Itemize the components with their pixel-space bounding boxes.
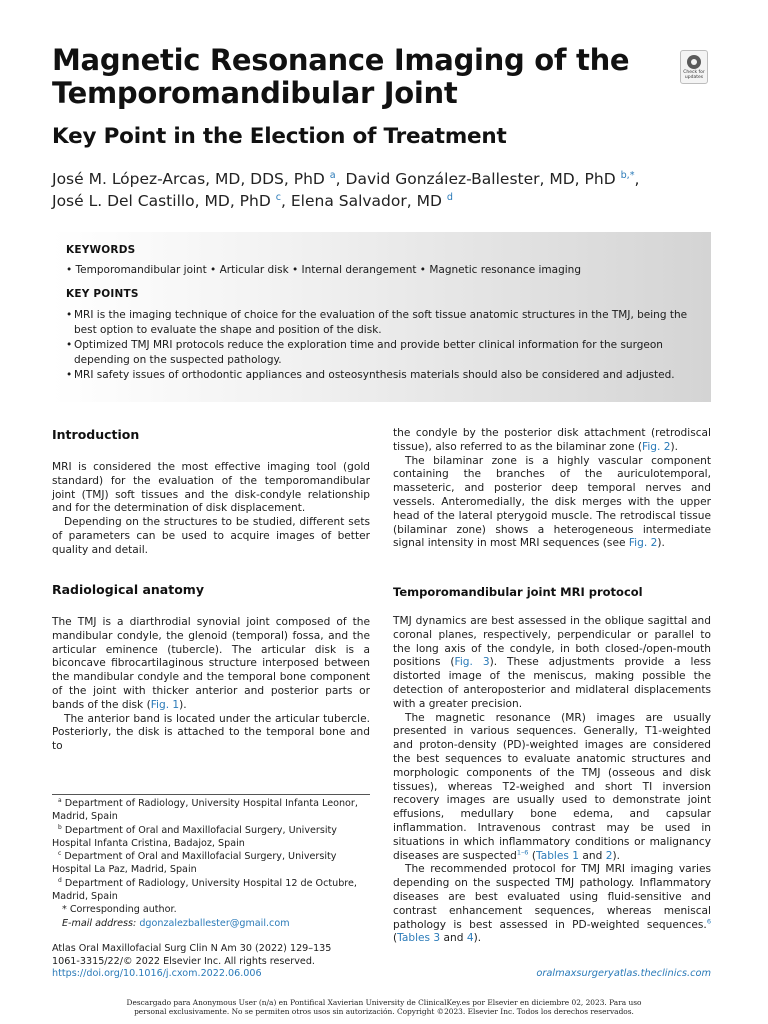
author-name: , David González-Ballester, MD, PhD [335,170,621,188]
footnote [52,877,370,904]
affiliation-mark[interactable]: c [275,191,281,203]
keywords-heading: KEYWORDS [66,244,136,256]
download-notice [100,999,668,1016]
doi-link[interactable]: https://doi.org/10.1016/j.cxom.2022.06.006 [52,968,262,979]
journal-footer [52,943,452,981]
bullet: • [66,309,73,321]
affiliation-mark[interactable]: b,* [620,169,635,181]
author-name: José M. López-Arcas, MD, DDS, PhD [52,170,330,188]
section-heading-radiological-anatomy: Radiological anatomy [52,582,204,597]
paragraph [393,427,711,455]
keypoints-box [52,232,711,402]
email-link[interactable]: dgonzalezballester@gmail.com [139,917,290,929]
footnote-divider [52,794,370,795]
paragraph: The anterior band is located under the articular tubercle. Posteriorly, the disk is attached to the temporal bone and to [52,712,370,753]
section-heading-introduction: Introduction [52,427,140,442]
paragraph [52,616,370,713]
update-icon [687,55,701,69]
figure-link[interactable]: Fig. 2 [642,440,671,453]
keypoints-heading: KEY POINTS [66,288,139,300]
text-run: and [440,932,467,945]
footnote [52,824,370,851]
authors [52,168,712,212]
paragraph [393,615,711,712]
keypoint-item [66,368,696,383]
figure-link[interactable]: Fig. 2 [628,537,658,550]
footnote [52,797,370,824]
footnote-mark: b [58,823,62,831]
keypoint-text: MRI safety issues of orthodontic appliances and osteosynthesis materials should also be considered and adjusted. [74,369,675,381]
figure-link[interactable]: Fig. 1 [150,698,180,711]
footnote-mark: a [58,796,62,804]
author-name: José L. Del Castillo, MD, PhD [52,192,276,210]
footnote-mark: c [58,850,62,857]
anatomy-text [52,616,370,754]
check-for-updates-badge[interactable] [680,50,708,84]
paragraph: MRI is considered the most effective imaging tool (gold standard) for the evaluation of the temporomandibular joint (TMJ) soft tissues and the disk-condyle relationship and for the determination of disk displacement. [52,461,370,515]
download-notice-line-2: personal exclusivamente. No se permiten otros usos sin autorización. Copyright ©2023. Elsevier Inc. Todos los derechos reservados. [134,1006,634,1016]
bullet: • [66,369,73,381]
copyright: 1061-3315/22/© 2022 Elsevier Inc. All rights reserved. [52,955,315,967]
separator: , [634,170,640,188]
keypoint-item [66,338,696,368]
text-run: ). [179,698,187,711]
keypoint-item [66,308,696,338]
email-line [52,917,370,930]
article-title [52,44,652,110]
paragraph [393,863,711,946]
text-run: ). These adjustments provide a less distorted image of the meniscus, making possible the detection of anteroposterior and midlateral displacements with a greater precision. [393,656,712,710]
keypoint-text: MRI is the imaging technique of choice for the evaluation of the soft tissue anatomic structures in the TMJ, being the best option to evaluate the shape and position of the disk. [74,309,688,336]
introduction-text [52,461,370,558]
text-run: TMJ dynamics are best assessed in the oblique sagittal and coronal planes, respectively, perpendicular or parallel to the long axis of the condyle, in both closed-/open-mouth positions ( [393,615,711,669]
text-run: The recommended protocol for TMJ MRI imaging varies depending on the suspected TMJ pathology. Inflammatory diseases are best evaluated using fluid-sensitive and contrast enhancement sequences, whereas meniscal pathology is best assessed in PD-weighted sequences. [393,863,711,931]
protocol-text [393,615,711,946]
article-subtitle: Key Point in the Election of Treatment [52,124,507,149]
paragraph [393,712,711,864]
table-link[interactable]: Tables 1 [536,849,580,862]
table-link[interactable]: 4 [466,932,474,945]
footnote-text: Department of Oral and Maxillofacial Surgery, University Hospital La Paz, Madrid, Spain [52,851,337,876]
authors-line-1 [52,168,712,190]
paragraph [393,455,711,552]
text-run: ). [657,537,665,550]
figure-link[interactable]: Fig. 3 [454,656,490,669]
email-label: E-mail address: [62,917,140,929]
affiliation-mark[interactable]: d [446,191,453,203]
citation-link[interactable]: 1–6 [516,848,529,857]
footnote [52,850,370,877]
footnote-text: Department of Radiology, University Hospital 12 de Octubre, Madrid, Spain [52,877,357,903]
section-heading-mri-protocol: Temporomandibular joint MRI protocol [393,585,643,599]
text-run: ( [393,932,398,945]
text-run: The bilaminar zone is a highly vascular component containing the branches of the auriculotemporal, masseteric, and posterior deep temporal nerves and vessels. Anteromedially, the disk merges with the upper head of the lateral pterygoid muscle. The retrodiscal tissue (bilaminar zone) shows a heterogeneous intermediate signal intensity in most MRI sequences (see [393,454,711,550]
bullet: • [66,339,73,351]
text-run: ). [473,932,482,945]
citation-link[interactable]: 6 [706,917,711,925]
keywords-list: • Temporomandibular joint • Articular disk • Internal derangement • Magnetic resonance imaging [66,264,581,276]
table-link[interactable]: Tables 3 [397,932,441,945]
journal-citation: Atlas Oral Maxillofacial Surg Clin N Am 30 (2022) 129–135 [52,943,332,954]
text-run: The TMJ is a diarthrodial synovial joint composed of the mandibular condyle, the glenoid (temporal) fossa, and the articular eminence (tubercle). The articular disk is a biconcave fibrocartilaginous structure interposed between the mandibular condyle and the temporal bone component of the joint with thicker anterior and posterior parts or bands of the disk ( [52,616,370,711]
footnotes [52,797,370,930]
text-run: ( [528,849,536,862]
corresponding-author: * Corresponding author. [62,904,177,916]
keypoint-text: Optimized TMJ MRI protocols reduce the exploration time and provide better clinical information for the surgeon depending on the suspected pathology. [74,339,663,366]
affiliation-mark[interactable]: a [329,169,336,181]
paragraph: Depending on the structures to be studied, different sets of parameters can be used to acquire images of better quality and detail. [52,516,370,556]
footnote-text: Department of Radiology, University Hospital Infanta Leonor, Madrid, Spain [52,798,358,823]
text-run: ). [612,849,620,862]
text-run: the condyle by the posterior disk attachment (retrodiscal tissue), also referred to as the bilaminar zone ( [393,427,711,453]
authors-line-2 [52,190,712,212]
title-line-1: Magnetic Resonance Imaging of the [52,43,630,77]
author-name: , Elena Salvador, MD [281,192,447,210]
text-run: ). [670,440,679,453]
footnote-text: Department of Oral and Maxillofacial Surgery, University Hospital Infanta Cristina, Badajoz, Spain [52,824,337,849]
text-run: The magnetic resonance (MR) images are usually presented in various sequences. Generally, T1-weighted and proton-density (PD)-weighted images are considered the best sequences to evaluate anatomic structures and morphologic components of the TMJ (osseous and disk tissues), whereas T2-weighed and short TI inversion recovery images are usually used to demonstrate joint effusions, medullary bone edema, and capsular inflammation. Intravenous contrast may be used in situations in which inflammatory conditions or malignancy diseases are suspected [393,711,711,862]
journal-site-link[interactable]: oralmaxsurgeryatlas.theclinics.com [536,968,711,979]
badge-text: Check for updates [683,70,705,80]
footnote-mark: d [58,876,62,884]
title-line-2: Temporomandibular Joint [52,76,458,110]
right-column-top-text [393,427,711,551]
table-link[interactable]: 2 [605,849,613,862]
download-notice-line-1: Descargado para Anonymous User (n/a) en Pontifical Xavierian University de ClinicalKey.es por Elsevier en diciembre 02, 2023. Para uso [126,998,642,1007]
text-run: and [579,849,606,862]
